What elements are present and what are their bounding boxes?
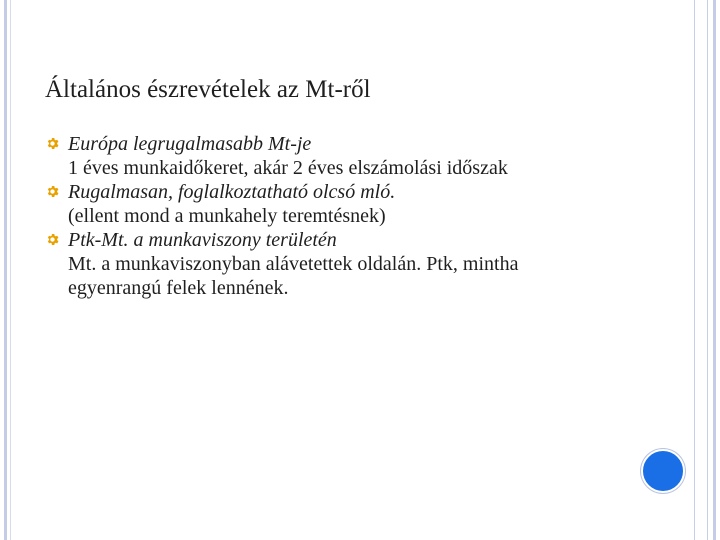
gear-icon — [45, 136, 60, 151]
right-frame-lines — [694, 0, 708, 540]
circle-decoration — [641, 449, 685, 493]
bullet-body-line: 1 éves munkaidőkeret, akár 2 éves elszámolási időszak — [68, 157, 508, 179]
gear-icon — [45, 184, 60, 199]
right-frame-bar — [713, 0, 716, 540]
bullet-heading: Európa legrugalmasabb Mt-je — [68, 133, 312, 155]
left-frame-bar — [4, 0, 7, 540]
bullet-heading: Ptk-Mt. a munkaviszony területén — [68, 229, 337, 251]
bullet-item — [45, 228, 665, 300]
left-frame-line — [10, 0, 11, 540]
bullet-item — [45, 132, 665, 180]
bullet-list — [45, 132, 665, 300]
bullet-body-line: Mt. a munkaviszonyban alávetettek oldalán. Ptk, mintha — [68, 253, 519, 275]
bullet-body-line: (ellent mond a munkahely teremtésnek) — [68, 205, 386, 227]
gear-icon — [45, 232, 60, 247]
slide-title: Általános észrevételek az Mt-ről — [45, 76, 371, 103]
bullet-item — [45, 180, 665, 228]
bullet-heading: Rugalmasan, foglalkoztatható olcsó mló. — [68, 181, 396, 203]
bullet-body-line: egyenrangú felek lennének. — [68, 277, 289, 299]
